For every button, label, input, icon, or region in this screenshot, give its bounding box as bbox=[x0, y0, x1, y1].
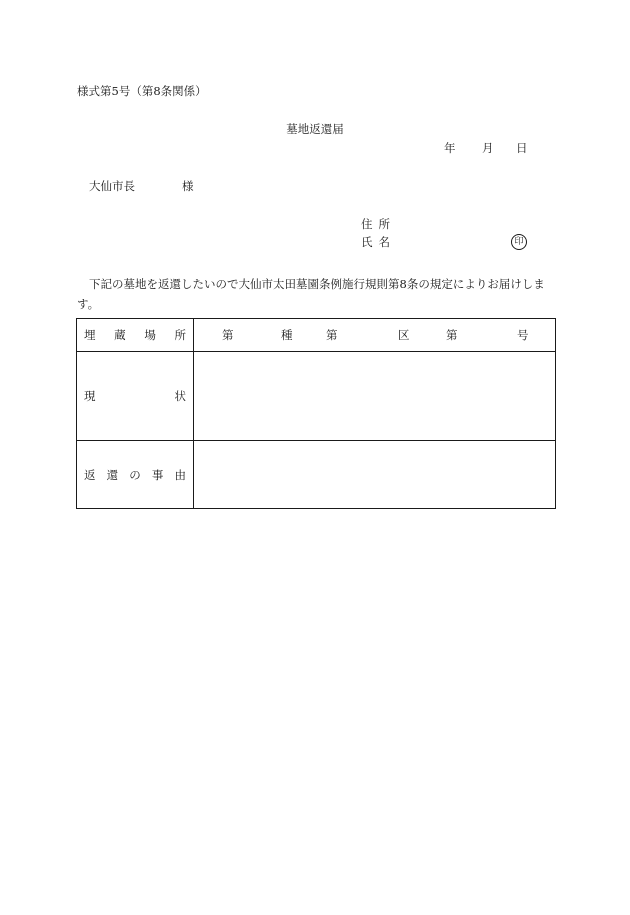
label-char: 状 bbox=[174, 389, 186, 403]
label-char: 現 bbox=[84, 389, 96, 403]
table-row-current-status bbox=[77, 352, 556, 441]
label-char: 場 bbox=[144, 328, 156, 342]
addressee-suffix: 様 bbox=[182, 179, 194, 193]
burial-place-label bbox=[77, 319, 194, 352]
return-form-table bbox=[76, 318, 556, 509]
return-reason-value bbox=[194, 441, 556, 509]
label-char: 返 bbox=[84, 467, 96, 482]
document-title: 墓地返還届 bbox=[286, 122, 344, 136]
label-char: 還 bbox=[106, 467, 119, 482]
name-label: 氏名 bbox=[361, 235, 396, 249]
table-row-return-reason bbox=[77, 441, 556, 509]
burial-place-value bbox=[194, 319, 556, 352]
current-status-label bbox=[77, 352, 194, 441]
label-char: の bbox=[129, 467, 141, 482]
label-char: 埋 bbox=[84, 328, 96, 342]
plot-go: 号 bbox=[517, 328, 529, 342]
label-char: 所 bbox=[174, 328, 186, 342]
return-reason-label bbox=[77, 441, 194, 509]
plot-shu: 種 bbox=[281, 328, 293, 342]
table-row-burial-place bbox=[77, 319, 556, 352]
plot-dai-1: 第 bbox=[222, 328, 234, 342]
plot-dai-3: 第 bbox=[446, 328, 458, 342]
address-label: 住所 bbox=[361, 217, 396, 231]
current-status-value bbox=[194, 352, 556, 441]
date-month-label: 月 bbox=[482, 141, 494, 155]
addressee-name: 大仙市長 bbox=[89, 179, 135, 193]
date-year-label: 年 bbox=[444, 141, 456, 155]
label-char: 事 bbox=[151, 467, 164, 482]
label-char: 由 bbox=[174, 467, 186, 482]
form-number: 様式第5号（第8条関係） bbox=[77, 84, 207, 98]
plot-dai-2: 第 bbox=[326, 328, 338, 342]
date-day-label: 日 bbox=[516, 141, 528, 155]
body-text: 下記の墓地を返還したいので大仙市太田墓園条例施行規則第8条の規定によりお届けします。 bbox=[77, 277, 545, 311]
plot-ku: 区 bbox=[398, 328, 410, 342]
seal-mark: 印 bbox=[511, 234, 527, 250]
label-char: 蔵 bbox=[114, 328, 126, 342]
